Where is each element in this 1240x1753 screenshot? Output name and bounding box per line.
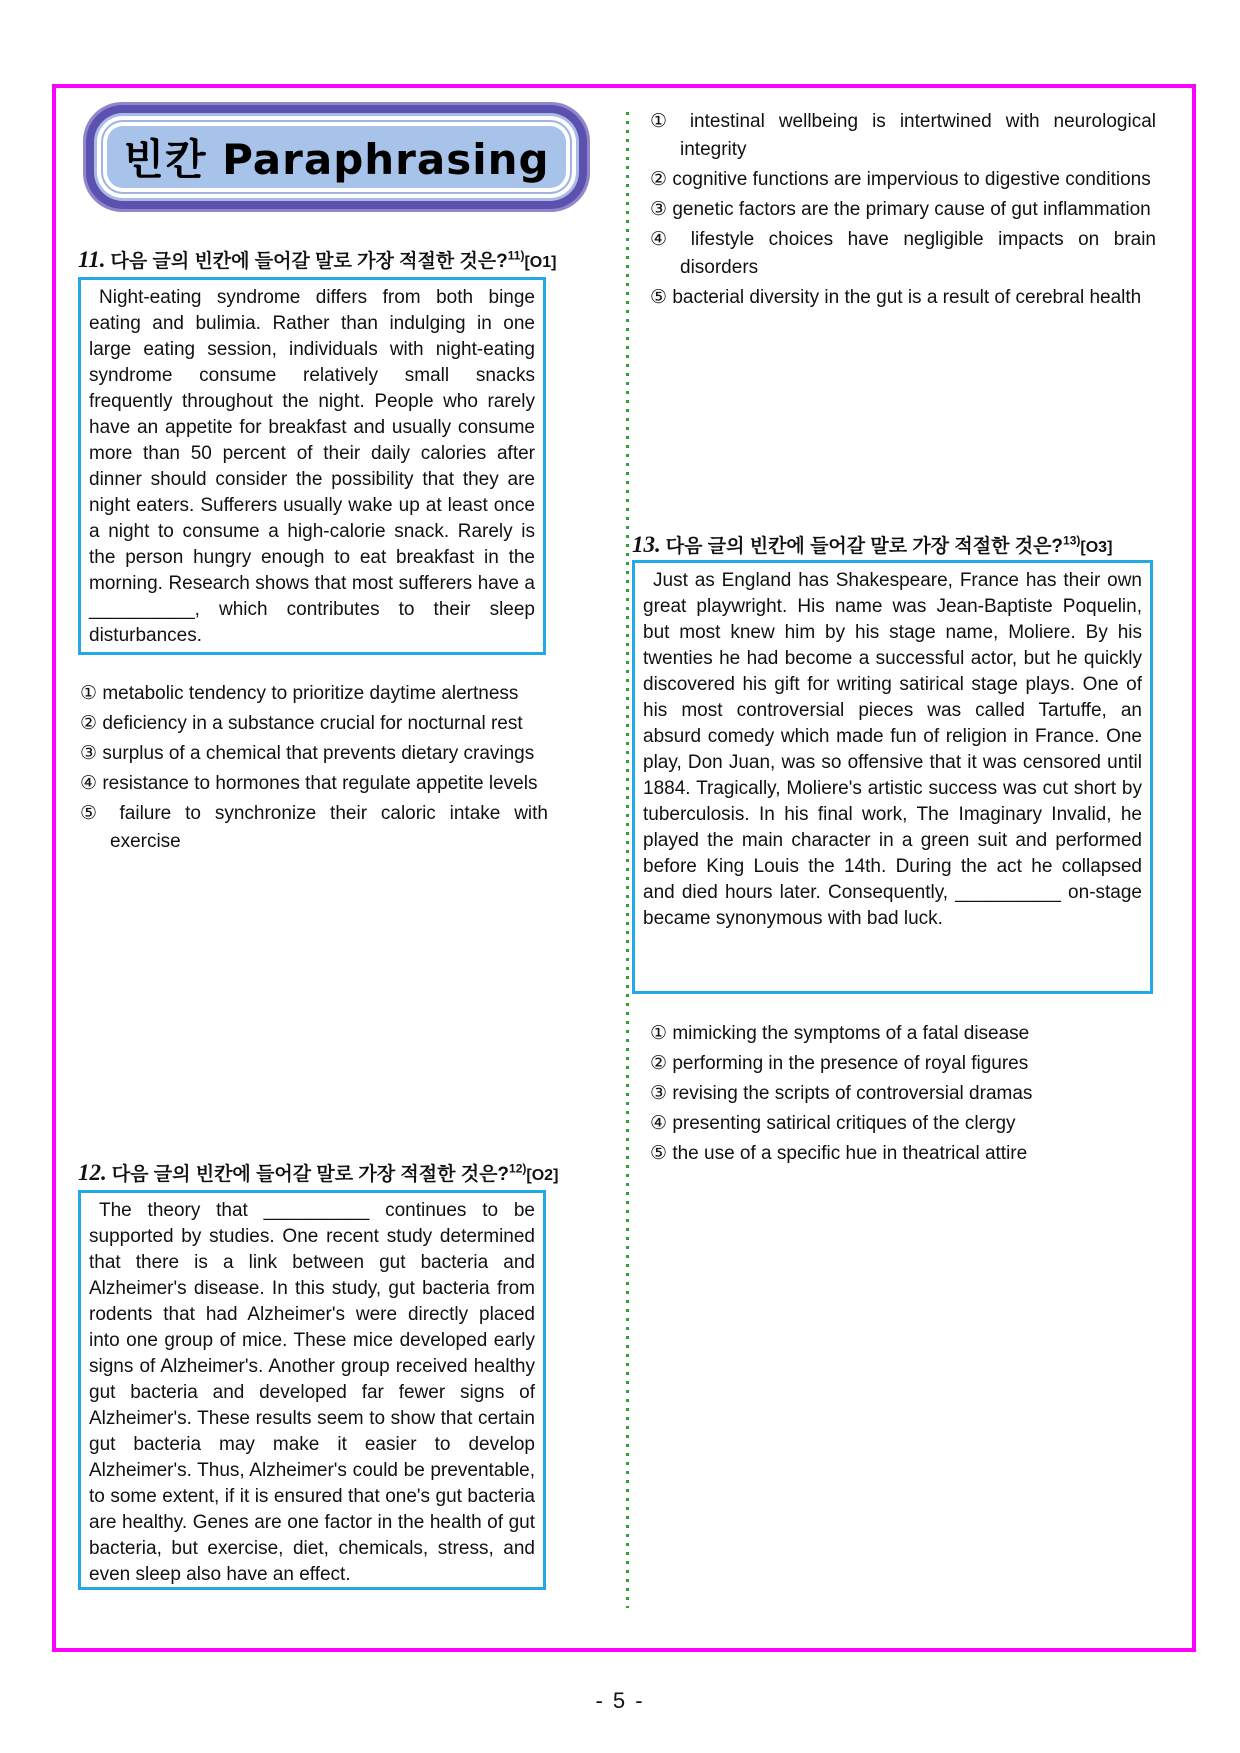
option-item: [650, 1050, 1156, 1078]
passage-text: Just as England has Shakespeare, France has their own great playwright. His name was Jean-Baptiste Poquelin, but most knew him by his stage name, Moliere. By his twenties he had become a successful actor, but he quickly discovered his gift for writing satirical stage plays. One of his most controversial pieces was called Tartuffe, an absurd comedy which made fun of religion in France. One play, Don Juan, was so offensive that it was censored until 1884. Tragically, Moliere's artistic success was cut short by tuberculosis. In his final work, The Imaginary Invalid, he played the main character in a green suit and performed before King Louis the 14th. During the act he collapsed and died hours later. Consequently, __________ on-stage became synonymous with bad luck.: [643, 570, 1142, 929]
question-11-passage-box: [78, 277, 546, 655]
passage-text: The theory that __________ continues to be supported by studies. One recent study determined that there is a link between gut bacteria and Alzheimer's disease. In this study, gut bacteria from rodents that had Alzheimer's were directly placed into one group of mice. These mice developed early signs of Alzheimer's. Another group received healthy gut bacteria and developed far fewer signs of Alzheimer's. These results seem to show that certain gut bacteria may make it easier to develop Alzheimer's. Thus, Alzheimer's could be preventable, to some extent, if it is ensured that one's gut bacteria are healthy. Genes are one factor in the health of gut bacteria, but exercise, diet, chemicals, stress, and even sleep also have an effect.: [89, 1200, 535, 1585]
question-13-options: [650, 1020, 1156, 1170]
option-item: [650, 196, 1156, 224]
option-item: [650, 1020, 1156, 1048]
option-marker: ②: [80, 713, 98, 734]
source-tag: [O3]: [1080, 539, 1113, 556]
passage-text: Night-eating syndrome differs from both binge eating and bulimia. Rather than indulging in one large eating session, individuals with night-eating syndrome consume relatively small snacks frequently throughout the night. People who rarely have an appetite for breakfast and usually consume more than 50 percent of their daily calories after dinner should consider the possibility that they are night eaters. Sufferers usually wake up at least once a night to consume a high-calorie snack. Rarely is the person hungry enough to eat breakfast in the morning. Research shows that most sufferers have a __________, which contributes to their sleep disturbances.: [89, 287, 535, 646]
option-marker: ⑤: [80, 803, 106, 824]
option-item: [80, 800, 548, 856]
option-item: [650, 226, 1156, 282]
question-prompt: 다음 글의 빈칸에 들어갈 말로 가장 적절한 것은?: [111, 1164, 510, 1185]
option-item: [650, 108, 1156, 164]
question-number: 12.: [78, 1160, 107, 1185]
footnote-ref: 11): [507, 248, 525, 263]
option-marker: ④: [650, 1113, 668, 1134]
option-text: metabolic tendency to prioritize daytime alertness: [102, 683, 519, 704]
option-text: bacterial diversity in the gut is a result of cerebral health: [672, 287, 1142, 308]
option-text: resistance to hormones that regulate appetite levels: [102, 773, 538, 794]
option-text: genetic factors are the primary cause of gut inflammation: [672, 199, 1151, 220]
option-marker: ⑤: [650, 1143, 668, 1164]
source-tag: [O1]: [524, 254, 557, 271]
option-text: mimicking the symptoms of a fatal disease: [672, 1023, 1030, 1044]
question-11-header: [78, 246, 556, 273]
option-marker: ②: [650, 169, 668, 190]
question-12-header: [78, 1159, 558, 1186]
option-item: [80, 710, 548, 738]
option-marker: ③: [80, 743, 98, 764]
option-item: [650, 166, 1156, 194]
option-marker: ①: [650, 1023, 668, 1044]
option-marker: ①: [650, 111, 676, 132]
option-item: [80, 680, 548, 708]
option-item: [650, 1140, 1156, 1168]
footnote-ref: 13): [1063, 533, 1081, 548]
option-text: the use of a specific hue in theatrical attire: [672, 1143, 1028, 1164]
option-text: cognitive functions are impervious to digestive conditions: [672, 169, 1151, 190]
option-text: lifestyle choices have negligible impacts on brain disorders: [680, 229, 1156, 278]
option-text: deficiency in a substance crucial for nocturnal rest: [102, 713, 523, 734]
question-number: 11.: [78, 247, 106, 272]
question-13-header: [632, 531, 1112, 558]
question-12-options: [650, 108, 1156, 314]
option-text: intestinal wellbeing is intertwined with neurological integrity: [680, 111, 1156, 160]
option-marker: ④: [80, 773, 98, 794]
option-item: [650, 1080, 1156, 1108]
question-12-passage-box: [78, 1190, 546, 1590]
question-prompt: 다음 글의 빈칸에 들어갈 말로 가장 적절한 것은?: [665, 536, 1064, 557]
footnote-ref: 12): [509, 1161, 527, 1176]
question-prompt: 다음 글의 빈칸에 들어갈 말로 가장 적절한 것은?: [110, 251, 508, 272]
question-number: 13.: [632, 532, 661, 557]
section-title: 빈칸 Paraphrasing: [123, 135, 550, 184]
source-tag: [O2]: [526, 1167, 559, 1184]
option-item: [80, 740, 548, 768]
column-divider: [626, 112, 629, 1608]
option-marker: ③: [650, 199, 668, 220]
option-item: [650, 284, 1156, 312]
section-title-badge: [107, 126, 566, 188]
option-text: performing in the presence of royal figures: [672, 1053, 1029, 1074]
option-text: revising the scripts of controversial dramas: [672, 1083, 1033, 1104]
option-marker: ①: [80, 683, 98, 704]
question-13-passage-box: [632, 560, 1153, 994]
option-marker: ③: [650, 1083, 668, 1104]
page-number: - 5 -: [595, 1688, 645, 1713]
question-11-options: [80, 680, 548, 858]
option-item: [650, 1110, 1156, 1138]
option-item: [80, 770, 548, 798]
option-text: failure to synchronize their caloric intake with exercise: [110, 803, 548, 852]
option-marker: ④: [650, 229, 677, 250]
option-marker: ②: [650, 1053, 668, 1074]
option-text: presenting satirical critiques of the clergy: [672, 1113, 1016, 1134]
option-marker: ⑤: [650, 287, 668, 308]
option-text: surplus of a chemical that prevents dietary cravings: [102, 743, 535, 764]
